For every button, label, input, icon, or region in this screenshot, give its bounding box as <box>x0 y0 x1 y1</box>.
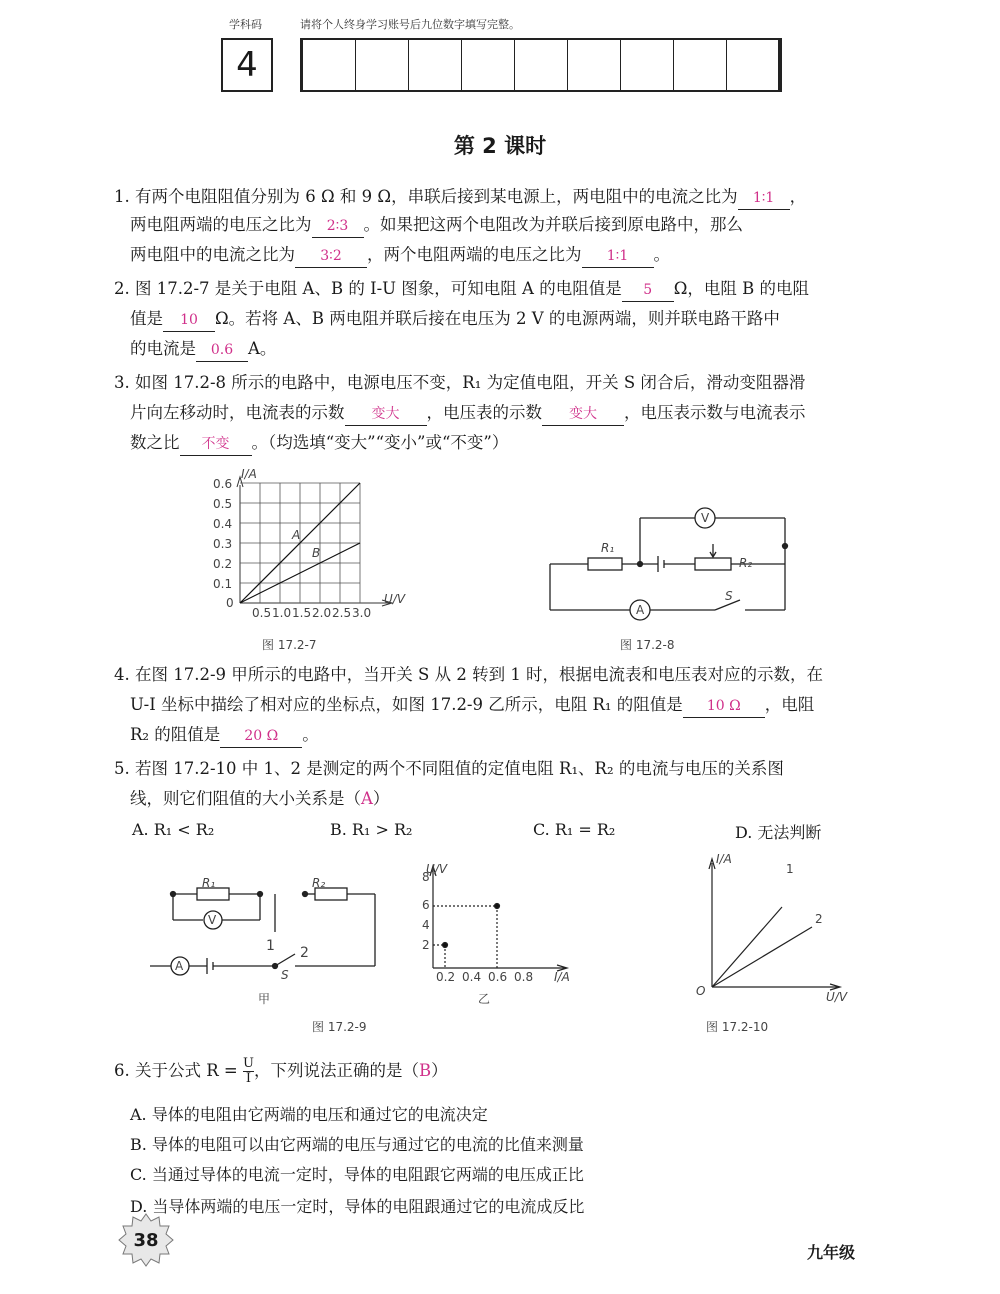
q2-answer1[interactable]: 5 <box>622 279 674 302</box>
fig10-origin: O <box>696 984 706 998</box>
fig8-switch: S <box>725 589 733 603</box>
q5-line2: 线，则它们阻值的大小关系是（A） <box>130 789 390 808</box>
fig7-x-label: U/V <box>384 592 406 606</box>
grade-label: 九年级 <box>806 1243 855 1262</box>
q3-line3: 数之比 不变 。（均选填“变大”“变小”或“不变”） <box>130 432 508 456</box>
q2-line3: 的电流是 0.6 A。 <box>130 338 276 362</box>
q1-line1: 1. 有两个电阻阻值分别为 6 Ω 和 9 Ω，串联后接到某电源上，两电阻中的电流之比为 1∶1 ， <box>114 186 806 210</box>
fig10-line1-label: 1 <box>786 862 794 876</box>
fig7-ytick: 0.6 <box>213 477 233 491</box>
q2-line1: 2. 图 17.2-7 是关于电阻 A、B 的 I-U 图象，可知电阻 A 的电阻值是 5 Ω，电阻 B 的电阻 <box>114 278 809 302</box>
fig9-r2: R₂ <box>312 876 326 890</box>
q5-option-d[interactable]: D. 无法判断 <box>735 823 822 842</box>
line-1 <box>712 907 782 987</box>
fig7-ytick: 0.1 <box>213 577 233 591</box>
q3-answer3[interactable]: 不变 <box>180 433 252 456</box>
figure-17-2-8-circuit <box>540 500 810 625</box>
fig9-r1: R₁ <box>202 876 216 890</box>
fig9-ytick: 8 <box>422 870 430 884</box>
fig7-xtick: 1.5 <box>292 606 312 620</box>
q4-line2: U-I 坐标中描绘了相对应的坐标点，如图 17.2-9 乙所示，电阻 R₁ 的阻值是 10 Ω ，电阻 <box>130 694 814 718</box>
fig9-position-2: 2 <box>300 945 309 961</box>
id-digit-box[interactable] <box>302 38 356 92</box>
q3-line1: 3. 如图 17.2-8 所示的电路中，电源电压不变，R₁ 为定值电阻，开关 S 闭合后，滑动变阻器滑 <box>114 373 806 392</box>
q6-option-c[interactable]: C. 当通过导体的电流一定时，导体的电阻跟它两端的电压成正比 <box>130 1165 584 1184</box>
fig7-caption: 图 17.2-7 <box>262 638 317 652</box>
q5-option-a[interactable]: A. R₁ < R₂ <box>132 820 215 839</box>
q4-line1: 4. 在图 17.2-9 甲所示的电路中，当开关 S 从 2 转到 1 时，根据电流表和电压表对应的示数，在 <box>114 665 824 684</box>
q1-answer1[interactable]: 1∶1 <box>738 187 790 210</box>
fig9-left-label: 甲 <box>258 992 271 1006</box>
fig8-r2: R₂ <box>739 556 753 570</box>
fig8-caption: 图 17.2-8 <box>620 638 675 652</box>
fig10-y-label: I/A <box>716 852 732 866</box>
fig7-ytick: 0.4 <box>213 517 233 531</box>
q4-answer1[interactable]: 10 Ω <box>683 695 765 718</box>
fig9-xtick: 0.2 <box>436 970 456 984</box>
q1-line3: 两电阻中的电流之比为 3∶2 ，两个电阻两端的电压之比为 1∶1 。 <box>130 244 670 268</box>
id-digit-box[interactable] <box>620 38 674 92</box>
fig9-right-label: 乙 <box>478 992 491 1006</box>
q6-option-b[interactable]: B. 导体的电阻可以由它两端的电压与通过它的电流的比值来测量 <box>130 1135 584 1154</box>
q6-option-a[interactable]: A. 导体的电阻由它两端的电压和通过它的电流决定 <box>130 1105 488 1124</box>
q6-answer[interactable]: B <box>418 1061 432 1080</box>
fig9-y-label: U/V <box>426 862 448 876</box>
id-digit-box[interactable] <box>567 38 621 92</box>
fig8-voltmeter: V <box>701 511 710 525</box>
fig7-y-label: I/A <box>241 467 257 481</box>
fig9-x-label: I/A <box>554 970 570 984</box>
fig7-label-a: A <box>292 528 301 542</box>
fig7-xtick: 3.0 <box>352 606 372 620</box>
fig7-xtick: 1.0 <box>272 606 292 620</box>
fig10-line2-label: 2 <box>815 912 823 926</box>
q6-option-d[interactable]: D. 当导体两端的电压一定时，导体的电阻跟通过它的电流成反比 <box>130 1197 585 1216</box>
fig7-ytick: 0.5 <box>213 497 233 511</box>
q3-answer2[interactable]: 变大 <box>542 403 624 426</box>
q3-line2: 片向左移动时，电流表的示数 变大 ，电压表的示数 变大 ，电压表示数与电流表示 <box>130 402 806 426</box>
q3-answer1[interactable]: 变大 <box>345 403 427 426</box>
fig8-r1: R₁ <box>601 541 615 555</box>
fig9-xtick: 0.4 <box>462 970 482 984</box>
fig10-caption: 图 17.2-10 <box>706 1020 769 1034</box>
q4-answer2[interactable]: 20 Ω <box>220 725 302 748</box>
q1-line2: 两电阻两端的电压之比为 2∶3 。如果把这两个电阻改为并联后接到原电路中，那么 <box>130 214 743 238</box>
fig8-ammeter: A <box>636 603 645 617</box>
id-digit-box[interactable] <box>408 38 462 92</box>
id-digit-box[interactable] <box>355 38 409 92</box>
fig9-ytick: 6 <box>422 898 430 912</box>
q1-answer2[interactable]: 2∶3 <box>312 215 364 238</box>
fig7-xtick: 0.5 <box>252 606 272 620</box>
fig9-ammeter: A <box>175 959 184 973</box>
fig9-ytick: 2 <box>422 938 430 952</box>
fig9-xtick: 0.6 <box>488 970 508 984</box>
id-digit-box[interactable] <box>673 38 727 92</box>
figure-17-2-10-graph <box>700 855 850 995</box>
subject-code-box: 4 <box>221 38 273 92</box>
fig9-voltmeter: V <box>208 913 217 927</box>
q6-line1: 6. 关于公式 R = $\frac{U}{I}$ ，下列说法正确的是（B） <box>114 1056 448 1086</box>
id-digit-box[interactable] <box>726 38 780 92</box>
q5-option-b[interactable]: B. R₁ > R₂ <box>330 820 413 839</box>
lesson-title: 第 2 课时 <box>453 134 547 158</box>
q2-line2: 值是 10 Ω。若将 A、B 两电阻并联后接在电压为 2 V 的电源两端，则并联电路干路中 <box>130 308 780 332</box>
fig7-label-b: B <box>312 546 321 560</box>
q4-line3: R₂ 的阻值是 20 Ω 。 <box>130 724 319 748</box>
fig7-ytick: 0.2 <box>213 557 233 571</box>
q2-answer3[interactable]: 0.6 <box>196 339 248 362</box>
id-digit-box[interactable] <box>514 38 568 92</box>
q1-answer3[interactable]: 3∶2 <box>295 245 367 268</box>
id-digit-box[interactable] <box>461 38 515 92</box>
q5-option-c[interactable]: C. R₁ = R₂ <box>533 820 616 839</box>
fig7-ytick: 0.3 <box>213 537 233 551</box>
formula-fraction: $\frac{U}{I}$ <box>242 1056 254 1086</box>
subject-label: 学科码 <box>229 18 262 31</box>
fig9-position-1: 1 <box>266 938 275 954</box>
fig9-caption: 图 17.2-9 <box>312 1020 367 1034</box>
fig9-ytick: 4 <box>422 918 430 932</box>
q5-line1: 5. 若图 17.2-10 中 1、2 是测定的两个不同阻值的定值电阻 R₁、R₂ 的电流与电压的关系图 <box>114 759 784 778</box>
fig9-xtick: 0.8 <box>514 970 534 984</box>
line-2 <box>712 927 812 987</box>
page-number: 38 <box>133 1230 159 1251</box>
figure-17-2-9-graph <box>405 858 580 988</box>
q2-answer2[interactable]: 10 <box>163 309 215 332</box>
q1-answer4[interactable]: 1∶1 <box>582 245 654 268</box>
header-instruction: 请将个人终身学习账号后九位数字填写完整。 <box>300 18 520 31</box>
fig9-switch: S <box>281 968 289 982</box>
fig7-xtick: 2.0 <box>312 606 332 620</box>
fig10-x-label: U/V <box>826 990 848 1004</box>
fig7-origin: 0 <box>226 596 234 610</box>
fig7-xtick: 2.5 <box>332 606 352 620</box>
q5-answer[interactable]: A <box>361 789 373 808</box>
